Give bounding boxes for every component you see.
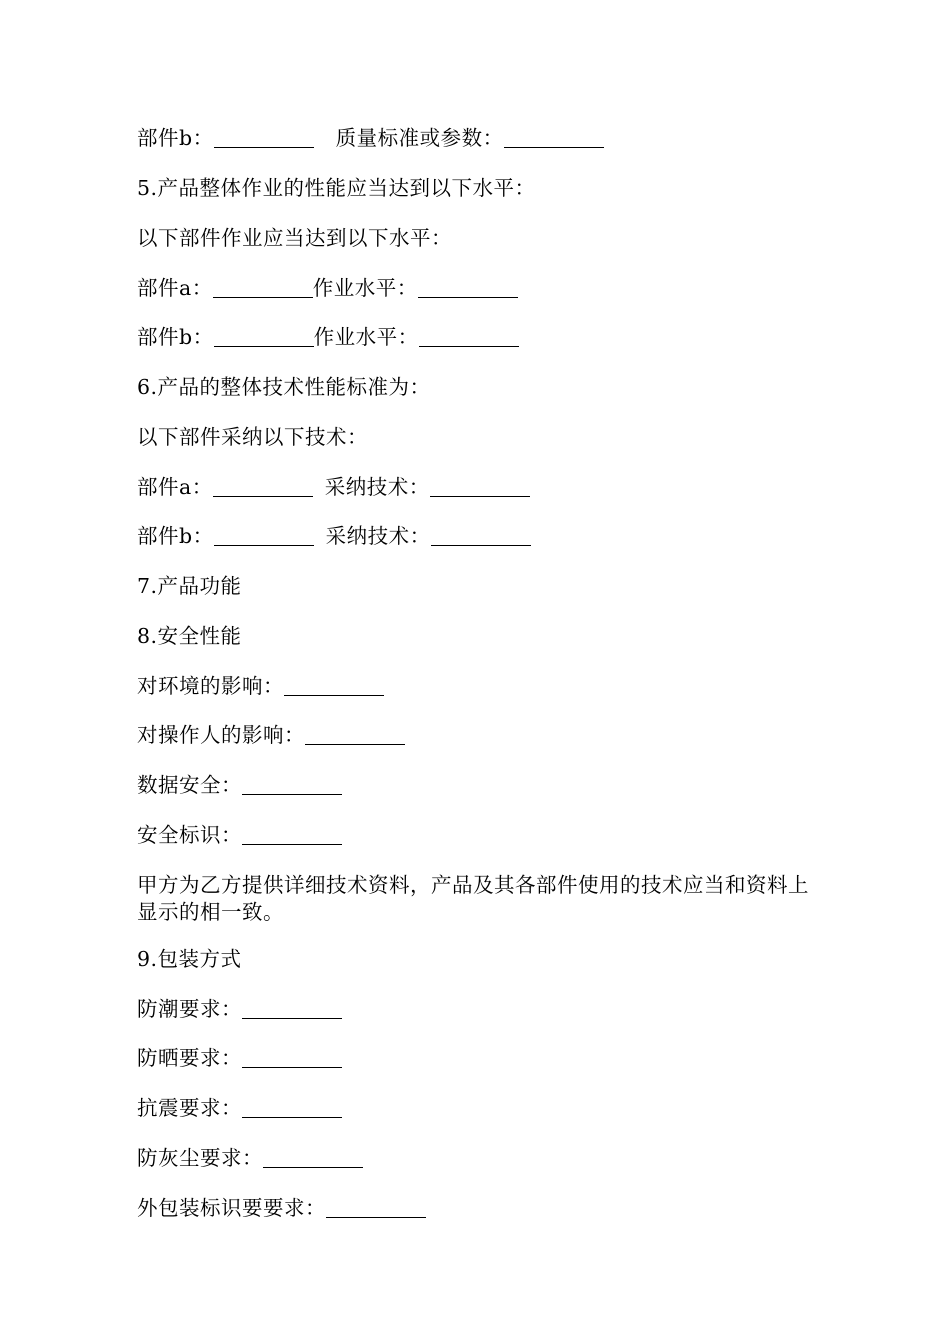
part-a-technology-line (137, 475, 530, 499)
label: 作业水平： (312, 276, 418, 300)
label: 质量标准或参数： (335, 126, 504, 150)
fill-blank[interactable] (305, 743, 405, 745)
label: 安全标识： (137, 823, 242, 847)
fill-blank[interactable] (284, 694, 384, 696)
fill-blank[interactable] (213, 296, 313, 298)
section-5-heading: 5.产品整体作业的性能应当达到以下水平： (137, 176, 536, 200)
outer-packaging-mark-line (137, 1196, 426, 1220)
shockproof-line (137, 1096, 342, 1120)
part-b-work-level-line (137, 325, 519, 349)
fill-blank[interactable] (242, 843, 342, 845)
fill-blank[interactable] (419, 345, 519, 347)
fill-blank[interactable] (418, 296, 518, 298)
label: 作业水平： (313, 325, 419, 349)
fill-blank[interactable] (504, 146, 604, 148)
label: 对环境的影响： (137, 674, 284, 698)
section-6-heading: 6.产品的整体技术性能标准为： (137, 375, 431, 399)
label: 抗震要求： (137, 1096, 242, 1120)
fill-blank[interactable] (263, 1166, 363, 1168)
section-7-heading: 7.产品功能 (137, 574, 242, 598)
moisture-proof-line (137, 997, 342, 1021)
fill-blank[interactable] (242, 1116, 342, 1118)
label: 外包装标识要要求： (137, 1196, 326, 1220)
fill-blank[interactable] (213, 495, 313, 497)
label: 对操作人的影响： (137, 723, 305, 747)
label: 部件a： (137, 276, 213, 300)
part-b-quality-line (137, 126, 604, 150)
fill-blank[interactable] (430, 495, 530, 497)
section-9-heading: 9.包装方式 (137, 947, 242, 971)
label: 防潮要求： (137, 997, 242, 1021)
fill-blank[interactable] (242, 793, 342, 795)
label: 防灰尘要求： (137, 1146, 263, 1170)
parts-work-level-intro: 以下部件作业应当达到以下水平： (137, 226, 452, 250)
label: 部件b： (137, 524, 214, 548)
fill-blank[interactable] (242, 1066, 342, 1068)
dustproof-line (137, 1146, 363, 1170)
operator-impact-line (137, 723, 405, 747)
section-8-heading: 8.安全性能 (137, 624, 242, 648)
parts-technology-intro: 以下部件采纳以下技术： (137, 425, 368, 449)
sun-proof-line (137, 1046, 342, 1070)
fill-blank[interactable] (214, 146, 314, 148)
label: 防晒要求： (137, 1046, 242, 1070)
fill-blank[interactable] (431, 544, 531, 546)
label: 采纳技术： (325, 524, 431, 548)
fill-blank[interactable] (214, 544, 314, 546)
label: 部件a： (137, 475, 213, 499)
fill-blank[interactable] (214, 345, 314, 347)
part-a-work-level-line (137, 276, 518, 300)
safety-mark-line (137, 823, 342, 847)
label: 部件b： (137, 325, 214, 349)
label: 采纳技术： (324, 475, 430, 499)
label: 数据安全： (137, 773, 242, 797)
fill-blank[interactable] (326, 1216, 426, 1218)
environment-impact-line (137, 674, 384, 698)
part-b-technology-line (137, 524, 531, 548)
fill-blank[interactable] (242, 1017, 342, 1019)
label: 部件b： (137, 126, 214, 150)
technical-data-paragraph: 甲方为乙方提供详细技术资料，产品及其各部件使用的技术应当和资料上显示的相一致。 (137, 873, 809, 924)
data-security-line (137, 773, 342, 797)
